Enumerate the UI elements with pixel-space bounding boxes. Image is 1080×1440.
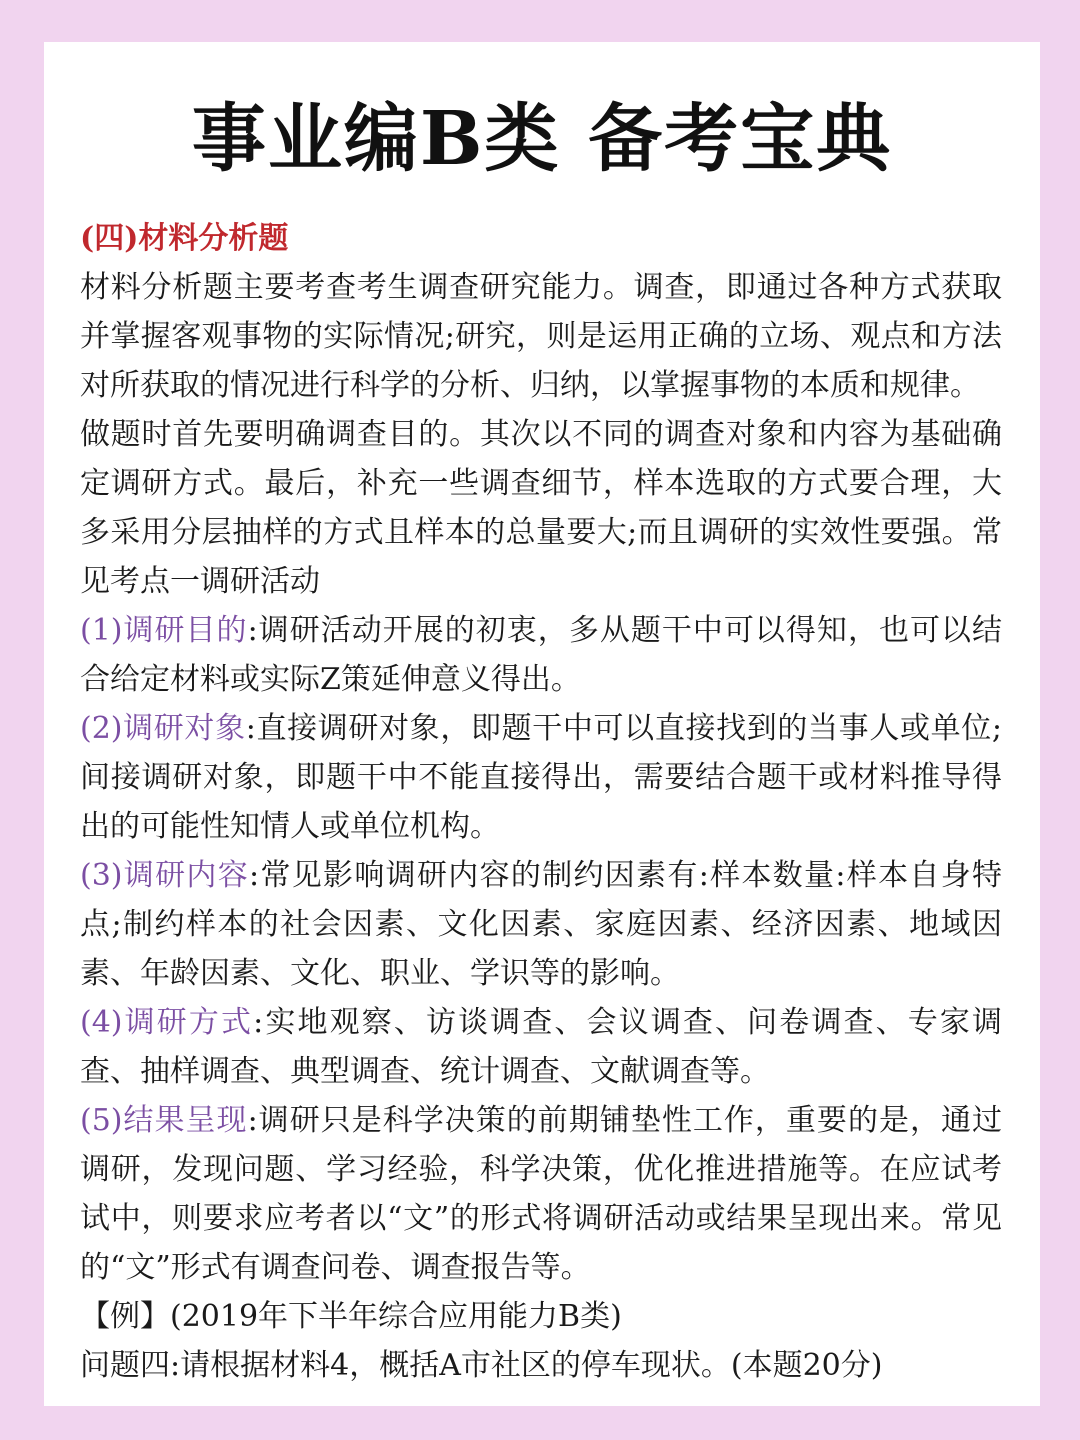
item-label: (4)调研方式: [80, 1005, 254, 1040]
example-line: 【例】(2019年下半年综合应用能力B类): [80, 1299, 622, 1334]
content-card: [44, 42, 1040, 1406]
item-paragraph-5: [80, 1096, 1002, 1292]
item-text: :调研活动开展的初衷，多从题干中可以得知，也可以结合给定材料或实际Z策延伸意义得出。: [80, 613, 1002, 697]
intro-paragraph: 材料分析题主要考查考生调查研究能力。调查，即通过各种方式获取并掌握客观事物的实际情况;研究，则是运用正确的立场、观点和方法对所获取的情况进行科学的分析、归纳，以掌握事物的本质和规律。: [80, 270, 1002, 403]
item-label: (3)调研内容: [80, 858, 250, 893]
section-heading: (四)材料分析题: [80, 221, 289, 256]
item-text: :实地观察、访谈调查、会议调查、问卷调查、专家调查、抽样调查、典型调查、统计调查、文献调查等。: [80, 1005, 1003, 1089]
method-paragraph: 做题时首先要明确调查目的。其次以不同的调查对象和内容为基础确定调研方式。最后，补充一些调查细节，样本选取的方式要合理，大多采用分层抽样的方式且样本的总量要大;而且调研的实效性要强。常见考点一调研活动: [80, 417, 1002, 599]
page-title: 事业编B类 备考宝典: [191, 96, 893, 182]
item-text: :直接调研对象，即题干中可以直接找到的当事人或单位;间接调研对象，即题干中不能直接得出，需要结合题干或材料推导得出的可能性知情人或单位机构。: [80, 711, 1003, 844]
item-label: (5)结果呈现: [80, 1103, 248, 1138]
item-paragraph-1: [80, 606, 1002, 704]
item-label: (2)调研对象: [80, 711, 246, 746]
item-text: :常见影响调研内容的制约因素有:样本数量:样本自身特点;制约样本的社会因素、文化因素、家庭因素、经济因素、地域因素、年龄因素、文化、职业、学识等的影响。: [80, 858, 1002, 991]
item-paragraph-2: [80, 704, 1002, 851]
question-line: 问题四:请根据材料4，概括A市社区的停车现状。(本题20分): [80, 1348, 883, 1383]
item-paragraph-4: [80, 998, 1002, 1096]
item-paragraph-3: [80, 851, 1002, 998]
item-text: :调研只是科学决策的前期铺垫性工作，重要的是，通过调研，发现问题、学习经验，科学决策，优化推进措施等。在应试考试中，则要求应考者以“文”的形式将调研活动或结果呈现出来。常见的“文”形式有调查问卷、调查报告等。: [80, 1103, 1002, 1285]
article-body: [80, 214, 1002, 1390]
item-label: (1)调研目的: [80, 613, 248, 648]
